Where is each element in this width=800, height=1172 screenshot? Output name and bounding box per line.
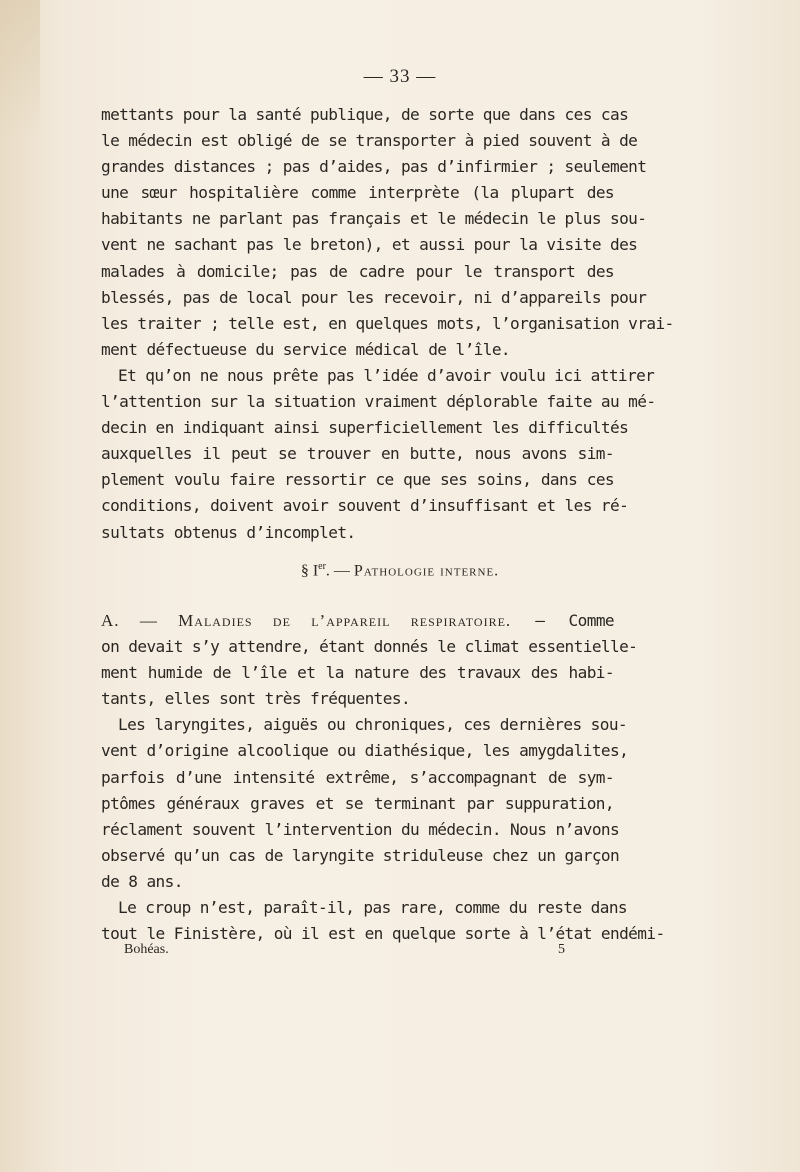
text-line: ptômes généraux graves et se terminant par suppuration, (101, 793, 614, 813)
subsection-title: A. — Maladies de l’appareil respiratoire. (101, 611, 512, 630)
paragraph-1 (101, 102, 674, 363)
text-line: on devait s’y attendre, étant donnés le climat essentielle- (101, 637, 638, 657)
section-heading (0, 561, 800, 580)
text-line: vent ne sachant pas le breton), et aussi pour la visite des (101, 235, 638, 255)
text-line: tants, elles sont très fréquentes. (101, 689, 411, 709)
text-line: de 8 ans. (101, 871, 183, 891)
text-line: decin en indiquant ainsi superficiellement les difficultés (101, 418, 629, 438)
heading-title: Pathologie interne. (353, 562, 500, 580)
text-line: malades à domicile; pas de cadre pour le transport des (101, 261, 614, 281)
heading-dash: . — (325, 562, 354, 580)
text-line: Et qu’on ne nous prête pas l’idée d’avoir voulu ici attirer (118, 365, 655, 385)
text-line: ment défectueuse du service médical de l’île. (101, 339, 511, 359)
text-line: blessés, pas de local pour les recevoir, ni d’appareils pour (101, 287, 647, 307)
paragraph-4 (101, 712, 629, 895)
text-line: vent d’origine alcoolique ou diathésique, les amygdalites, (101, 741, 629, 761)
text-line: tout le Finistère, où il est en quelque sorte à l’état endémi- (101, 924, 665, 944)
text-line: les traiter ; telle est, en quelques mots, l’organisation vrai- (101, 313, 674, 333)
text-line: Le croup n’est, paraît-il, pas rare, comme du reste dans (118, 898, 627, 918)
text-line: auxquelles il peut se trouver en butte, nous avons sim- (101, 444, 614, 464)
paragraph-5 (101, 895, 665, 947)
footer-signature-number: 5 (558, 942, 565, 957)
text-line: habitants ne parlant pas français et le médecin le plus sou- (101, 209, 647, 229)
text-line: parfois d’une intensité extrême, s’accompagnant de sym- (101, 767, 614, 787)
text-line: mettants pour la santé publique, de sorte que dans ces cas (101, 105, 629, 124)
body-text-bottom (101, 608, 665, 947)
text-line: grandes distances ; pas d’aides, pas d’infirmier ; seulement (101, 157, 647, 177)
text-line: plement voulu faire ressortir ce que ses soins, dans ces (101, 470, 614, 490)
text-line: sultats obtenus d’incomplet. (101, 522, 356, 542)
page-number: — 33 — (363, 66, 437, 87)
body-text-top (101, 102, 674, 546)
text-line: ment humide de l’île et la nature des travaux des habi- (101, 663, 614, 683)
footer-author: Bohéas. (124, 942, 169, 957)
text-line: observé qu’un cas de laryngite striduleuse chez un garçon (101, 845, 620, 865)
paragraph-3 (101, 608, 638, 712)
text-line: réclament souvent l’intervention du médecin. Nous n’avons (101, 819, 620, 839)
text-line: une sœur hospitalière comme interprète (la plupart des (101, 183, 614, 203)
text-line (101, 608, 614, 634)
text-line: Les laryngites, aiguës ou chroniques, ces dernières sou- (118, 715, 627, 735)
heading-superscript: er (318, 561, 326, 572)
heading-prefix: § I (300, 562, 319, 580)
text-line: l’attention sur la situation vraiment déplorable faite au mé- (101, 392, 656, 412)
text-line: le médecin est obligé de se transporter à pied souvent à de (101, 131, 638, 151)
paragraph-2 (101, 363, 656, 546)
text-line: conditions, doivent avoir souvent d’insuffisant et les ré- (101, 496, 629, 516)
subsection-tail: — Comme (511, 611, 614, 630)
